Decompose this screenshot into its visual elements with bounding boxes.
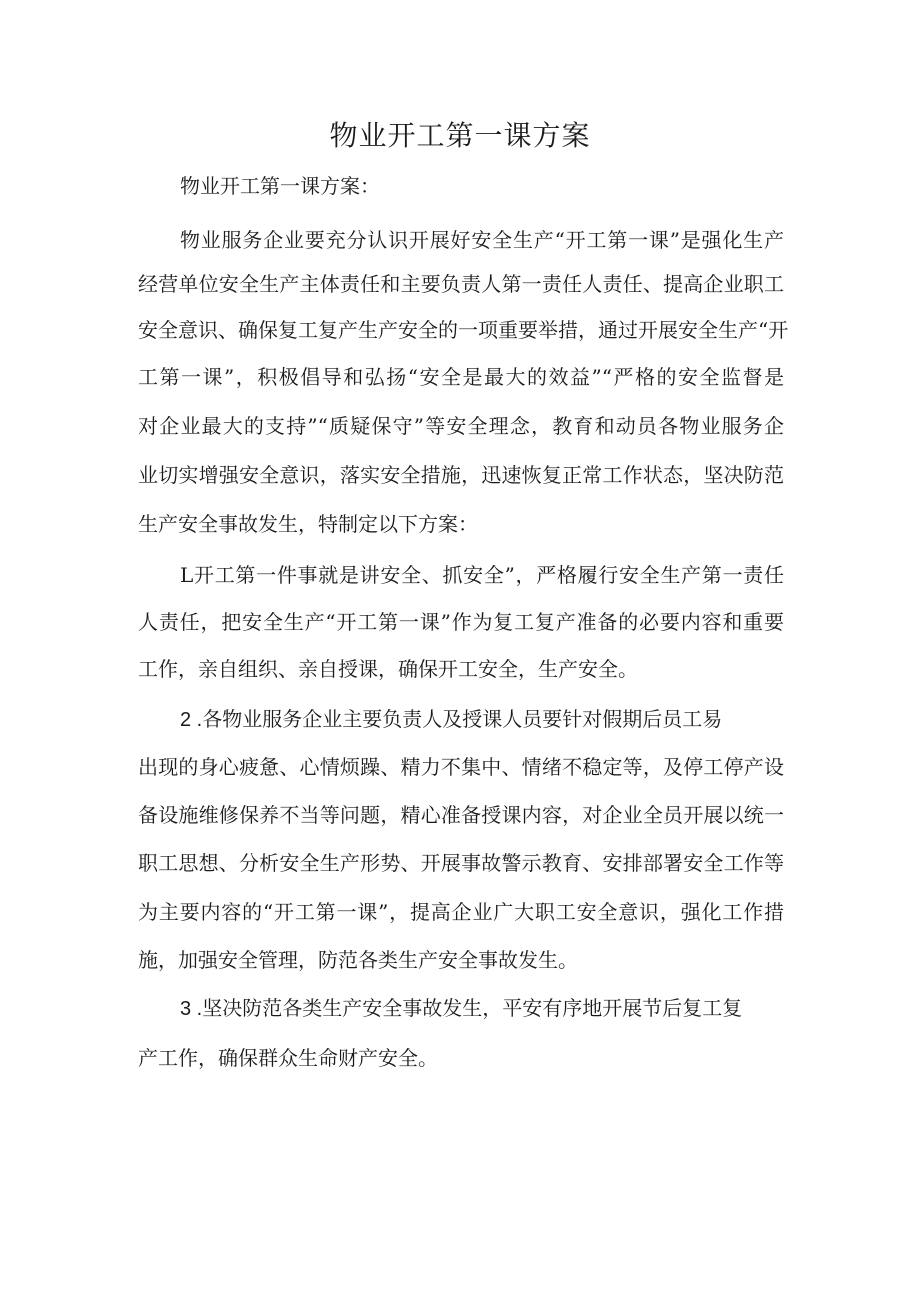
document-title: 物业开工第一课方案 [329, 119, 591, 152]
paragraph-line: 物业服务企业要充分认识开展好安全生产“开工第一课”是强化生产 [180, 228, 784, 252]
item-3-line: 3 .坚决防范各类生产安全事故发生，平安有序地开展节后复工复 [180, 998, 743, 1020]
item-2-line: 2 .各物业服务企业主要负责人及授课人员要针对假期后员工易 [180, 709, 723, 731]
paragraph-line: 对企业最大的支持”“质疑保守”等安全理念，教育和动员各物业服务企 [138, 414, 784, 438]
item-2-line: 备设施维修保养不当等问题，精心准备授课内容，对企业全员开展以统一 [138, 803, 784, 827]
item-1-line: 工作，亲自组织、亲自授课，确保开工安全，生产安全。 [138, 657, 638, 681]
item-2-line: 为主要内容的“开工第一课”，提高企业广大职工安全意识，强化工作措 [138, 900, 784, 924]
intro-line: 物业开工第一课方案： [180, 174, 380, 198]
item-1-line: L开工第一件事就是讲安全、抓安全”，严格履行安全生产第一责任 [180, 563, 784, 587]
paragraph-line: 生产安全事故发生，特制定以下方案： [138, 512, 478, 536]
item-1-line: 人责任，把安全生产“开工第一课”作为复工复产准备的必要内容和重要 [138, 610, 784, 634]
item-3-line: 产工作，确保群众生命财产安全。 [138, 1046, 438, 1070]
item-2-line: 出现的身心疲惫、心情烦躁、精力不集中、情绪不稳定等，及停工停产设 [138, 755, 784, 779]
item-2-line: 职工思想、分析安全生产形势、开展事故警示教育、安排部署安全工作等 [138, 851, 784, 875]
paragraph-line: 安全意识、确保复工复产生产安全的一项重要举措，通过开展安全生产“开 [138, 318, 789, 342]
paragraph-line: 经营单位安全生产主体责任和主要负责人第一责任人责任、提高企业职工 [138, 272, 784, 296]
paragraph-line: 业切实增强安全意识，落实安全措施，迅速恢复正常工作状态，坚决防范 [138, 463, 784, 487]
item-2-line: 施，加强安全管理，防范各类生产安全事故发生。 [138, 948, 578, 972]
paragraph-line: 工第一课”，积极倡导和弘扬“安全是最大的效益”“严格的安全监督是 [138, 365, 784, 389]
